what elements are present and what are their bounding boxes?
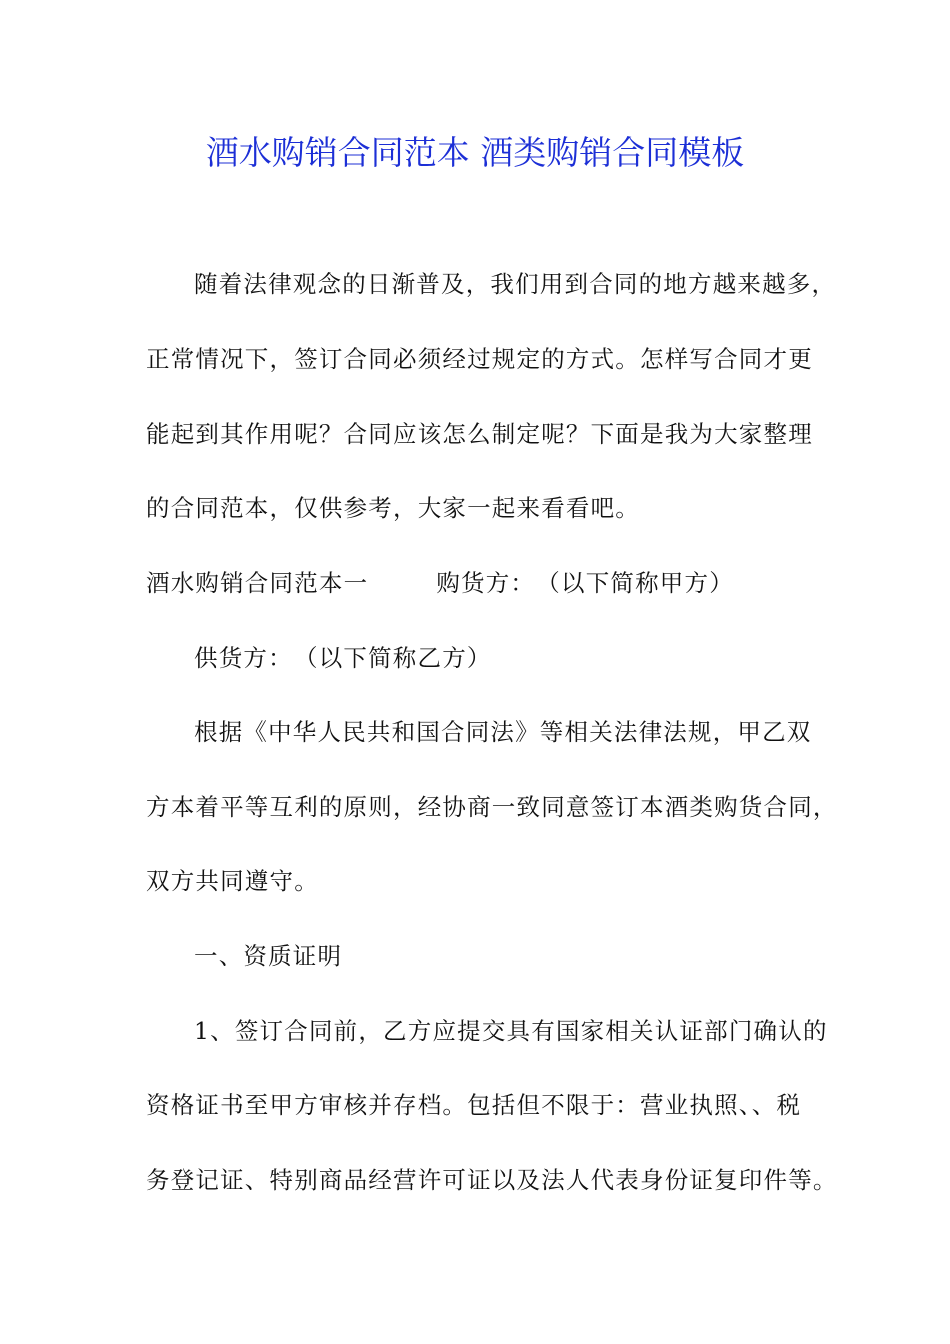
paragraph-line: 双方共同遵守。 <box>146 867 319 895</box>
paragraph-line: 正常情况下，签订合同必须经过规定的方式。怎样写合同才更 <box>146 345 813 373</box>
paragraph-line: 资格证书至甲方审核并存档。包括但不限于：营业执照、、税 <box>146 1091 802 1119</box>
buyer-line: 购货方： （以下简称甲方） <box>436 569 734 597</box>
document-title: 酒水购销合同范本 酒类购销合同模板 <box>205 133 745 172</box>
paragraph-line: 1、签订合同前，乙方应提交具有国家相关认证部门确认的 <box>194 1017 828 1045</box>
paragraph-line: 能起到其作用呢？合同应该怎么制定呢？下面是我为大家整理 <box>146 420 813 448</box>
paragraph-line: 方本着平等互利的原则，经协商一致同意签订本酒类购货合同， <box>146 793 838 821</box>
paragraph-line: 随着法律观念的日渐普及，我们用到合同的地方越来越多， <box>194 270 837 298</box>
sample-heading: 酒水购销合同范本一 <box>146 569 369 597</box>
supplier-line: 供货方： （以下简称乙方） <box>194 644 492 672</box>
paragraph-line: 的合同范本，仅供参考，大家一起来看看吧。 <box>146 494 640 522</box>
paragraph-line: 根据《中华人民共和国合同法》等相关法律法规，甲乙双 <box>194 718 812 746</box>
paragraph-line: 务登记证、特别商品经营许可证以及法人代表身份证复印件等。 <box>146 1166 838 1194</box>
clause-heading: 一、资质证明 <box>194 942 343 970</box>
section-heading-line <box>146 563 826 603</box>
